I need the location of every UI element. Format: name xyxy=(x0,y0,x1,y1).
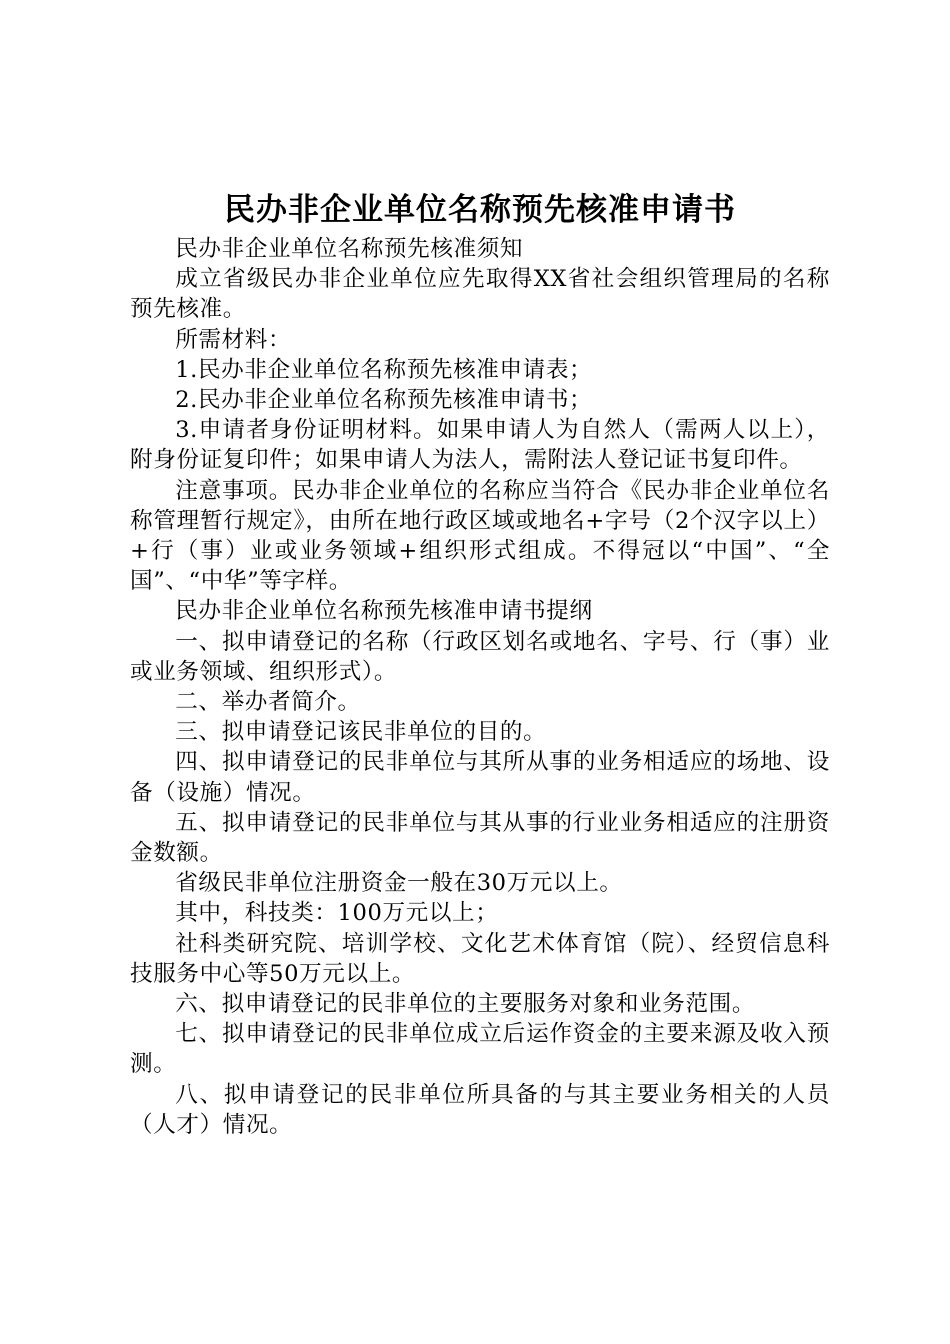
outline-item-2: 二、举办者简介。 xyxy=(175,689,361,716)
list-item-material-3: 3.申请者身份证明材料。如果申请人为自然人（需两人以上），附身份证复印件；如果申请人为法人，需附法人登记证书复印件。 xyxy=(130,417,830,474)
outline-item-7: 七、拟申请登记的民非单位成立后运作资金的主要来源及收入预测。 xyxy=(130,1021,830,1078)
list-item-material-2: 2.民办非企业单位名称预先核准申请书； xyxy=(175,387,593,414)
paragraph-intro: 成立省级民办非企业单位应先取得XX省社会组织管理局的名称预先核准。 xyxy=(130,266,830,323)
paragraph-capital-social: 社科类研究院、培训学校、文化艺术体育馆（院）、经贸信息科技服务中心等50万元以上。 xyxy=(130,930,830,987)
outline-item-4: 四、拟申请登记的民非单位与其所从事的业务相适应的场地、设备（设施）情况。 xyxy=(130,749,830,806)
outline-item-6: 六、拟申请登记的民非单位的主要服务对象和业务范围。 xyxy=(175,991,756,1018)
paragraph-capital-tech: 其中，科技类：100万元以上； xyxy=(175,900,499,927)
list-item-material-1: 1.民办非企业单位名称预先核准申请表； xyxy=(175,356,593,383)
section-heading-outline: 民办非企业单位名称预先核准申请书提纲 xyxy=(175,598,593,625)
section-heading-notice: 民办非企业单位名称预先核准须知 xyxy=(175,236,524,262)
paragraph-capital-general: 省级民非单位注册资金一般在30万元以上。 xyxy=(175,870,623,897)
outline-item-3: 三、拟申请登记该民非单位的目的。 xyxy=(175,719,547,746)
paragraph-materials-label: 所需材料： xyxy=(175,326,292,353)
document-page xyxy=(130,186,830,1140)
outline-item-5: 五、拟申请登记的民非单位与其从事的行业业务相适应的注册资金数额。 xyxy=(130,809,830,867)
outline-item-1: 一、拟申请登记的名称（行政区划名或地名、字号、行（事）业或业务领域、组织形式）。 xyxy=(130,628,830,685)
document-title: 民办非企业单位名称预先核准申请书 xyxy=(224,192,736,228)
paragraph-notes: 注意事项。民办非企业单位的名称应当符合《民办非企业单位名称管理暂行规定》，由所在地行政区域或地名+字号（2个汉字以上）+行（事）业或业务领域+组织形式组成。不得冠以“中国”、“全国”、“中华”等字样。 xyxy=(130,477,830,595)
outline-item-8: 八、拟申请登记的民非单位所具备的与其主要业务相关的人员（人才）情况。 xyxy=(130,1081,830,1138)
